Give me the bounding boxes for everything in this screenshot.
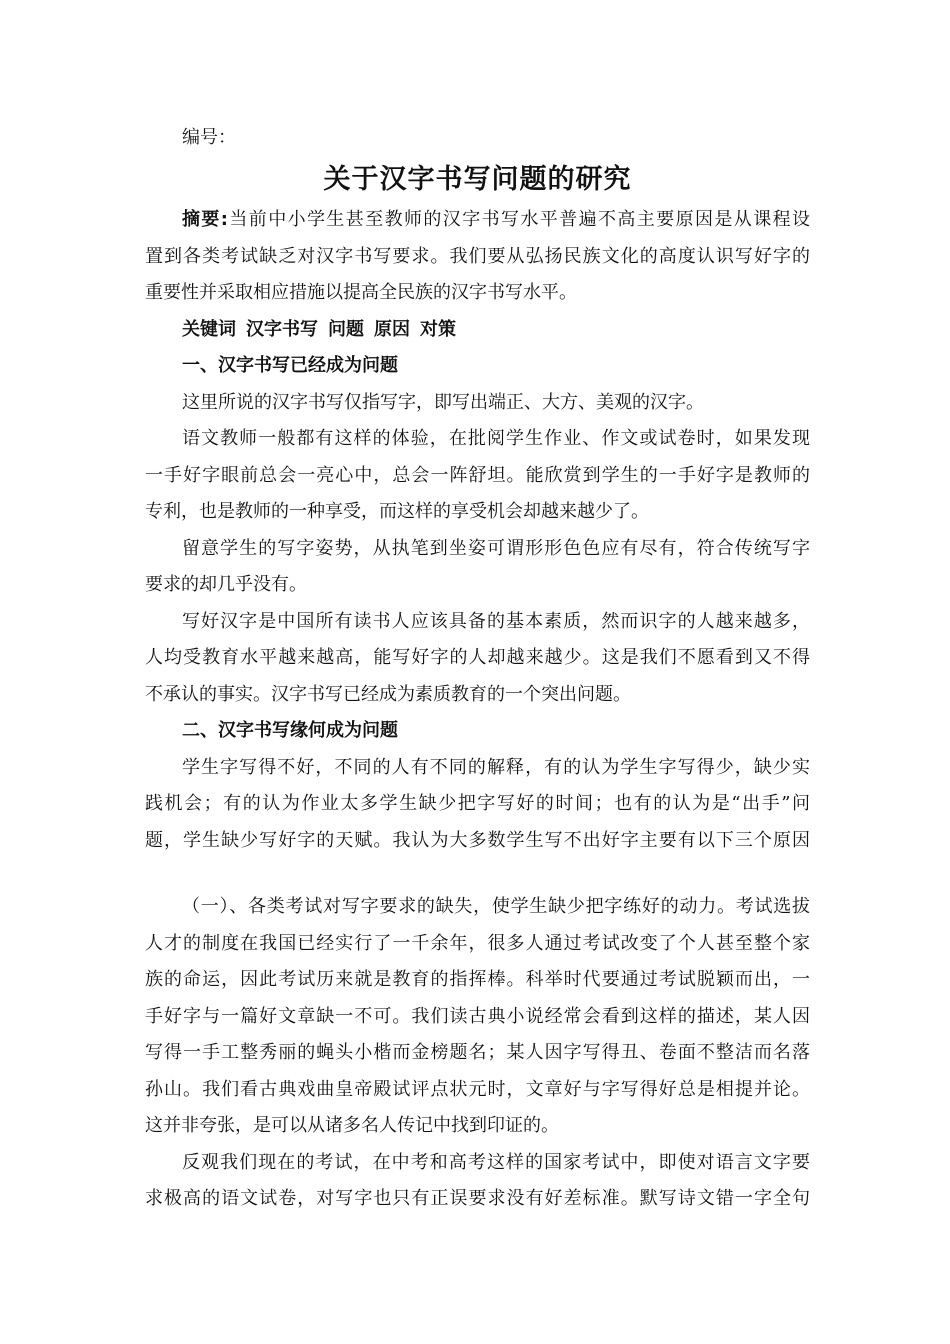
paragraph-line: 语文教师一般都有这样的体验，在批阅学生作业、作文或试卷时，如果发现 xyxy=(182,428,810,449)
paragraph-line: 写好汉字是中国所有读书人应该具备的基本素质，然而识字的人越来越多， xyxy=(182,610,810,632)
document-page xyxy=(145,118,810,1218)
abstract-line-3: 重要性并采取相应措施以提高全民族的汉字书写水平。 xyxy=(145,282,577,303)
paragraph-line: 一手好字眼前总会一亮心中，总会一阵舒坦。能欣赏到学生的一手好字是教师的 xyxy=(145,464,810,486)
paragraph-line: （一）、各类考试对写字要求的缺失，使学生缺少把字练好的动力。考试选拔 xyxy=(182,896,810,917)
paragraph-line: 族的命运，因此考试历来就是教育的指挥棒。科举时代要通过考试脱颖而出，一 xyxy=(145,969,810,990)
section-heading-2: 二、汉字书写缘何成为问题 xyxy=(182,720,398,741)
keyword-item: 对策 xyxy=(420,318,456,340)
abstract-line-2: 置到各类考试缺乏对汉字书写要求。我们要从弘扬民族文化的高度认识写好字的 xyxy=(145,245,810,267)
paragraph-line: 留意学生的写字姿势，从执笔到坐姿可谓形形色色应有尽有，符合传统写字 xyxy=(182,537,810,559)
paragraph-line: 要求的却几乎没有。 xyxy=(145,574,307,595)
document-number-label: 编号： xyxy=(182,127,236,148)
abstract-line-1 xyxy=(145,202,810,239)
paragraph-line: 这并非夸张，是可以从诸多名人传记中找到印证的。 xyxy=(145,1115,559,1136)
blank-gap xyxy=(145,859,810,889)
keywords-line xyxy=(145,312,810,349)
paragraph-line: 这里所说的汉字书写仅指写字，即写出端正、大方、美观的汉字。 xyxy=(182,391,704,413)
paragraph-line: 题，学生缺少写好字的天赋。我认为大多数学生写不出好字主要有以下三个原因 xyxy=(145,829,810,851)
paragraph-line: 学生字写得不好，不同的人有不同的解释，有的认为学生字写得少，缺少实 xyxy=(182,756,810,778)
paragraph-line: 孙山。我们看古典戏曲皇帝殿试评点状元时，文章好与字写得好总是相提并论。 xyxy=(145,1078,810,1100)
abstract-label: 摘要: xyxy=(182,209,228,230)
paragraph-line: 不承认的事实。汉字书写已经成为素质教育的一个突出问题。 xyxy=(145,683,631,705)
keywords-label: 关键词 xyxy=(182,318,236,340)
keyword-item: 汉字书写 xyxy=(246,318,318,340)
paragraph-line: 反观我们现在的考试，在中考和高考这样的国家考试中，即使对语言文字要 xyxy=(182,1151,810,1173)
document-title: 关于汉字书写问题的研究 xyxy=(323,164,632,195)
paragraph-line: 求极高的语文试卷，对写字也只有正误要求没有好差标准。默写诗文错一字全句 xyxy=(145,1188,810,1209)
keyword-item: 原因 xyxy=(374,318,410,340)
paragraph-line: 人才的制度在我国已经实行了一千余年，很多人通过考试改变了个人甚至整个家 xyxy=(145,932,810,954)
paragraph-line: 践机会；有的认为作业太多学生缺少把字写好的时间；也有的认为是“出手”问 xyxy=(145,793,810,814)
keyword-item: 问题 xyxy=(328,318,364,340)
paragraph-line: 专利，也是教师的一种享受，而这样的享受机会却越来越少了。 xyxy=(145,501,649,522)
section-heading-1: 一、汉字书写已经成为问题 xyxy=(182,355,398,376)
paragraph-line: 人均受教育水平越来越高，能写好字的人却越来越少。这是我们不愿看到又不得 xyxy=(145,647,810,668)
paragraph-line: 手好字与一篇好文章缺一不可。我们读古典小说经常会看到这样的描述，某人因 xyxy=(145,1005,810,1027)
abstract-text-1: 当前中小学生甚至教师的汉字书写水平普遍不高主要原因是从课程设 xyxy=(228,209,810,230)
paragraph-line: 写得一手工整秀丽的蝇头小楷而金榜题名；某人因字写得丑、卷面不整洁而名落 xyxy=(145,1042,810,1063)
